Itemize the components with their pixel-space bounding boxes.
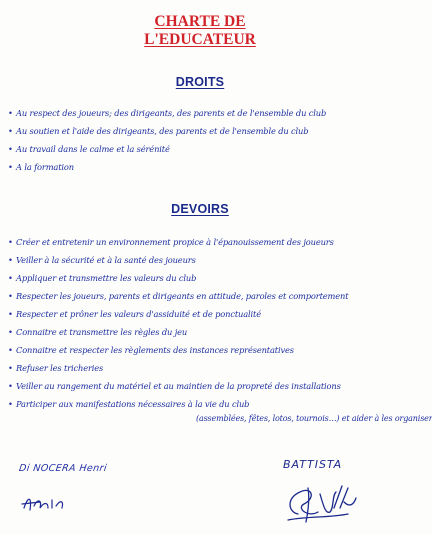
bullet-icon: •	[8, 126, 13, 136]
list-item	[8, 162, 74, 172]
droits-heading: DROITS	[175, 75, 225, 89]
devoir-text: Respecter les joueurs, parents et dirigeants en attitude, paroles et comportement	[16, 291, 349, 301]
devoir-text: Participer aux manifestations nécessaires à la vie du club	[16, 399, 250, 409]
bullet-icon: •	[8, 381, 13, 391]
list-item	[8, 237, 334, 247]
bullet-icon: •	[8, 273, 13, 283]
bullet-icon: •	[8, 363, 13, 373]
signature-right-scribble	[278, 478, 368, 526]
bullet-icon: •	[8, 162, 13, 172]
bullet-icon: •	[8, 108, 13, 118]
signatory-left-name: Di NOCERA Henri	[18, 463, 108, 474]
droit-text: Au respect des joueurs; des dirigeants, des parents et de l'ensemble du club	[16, 108, 327, 118]
list-item	[8, 381, 341, 391]
list-item	[8, 255, 196, 265]
list-item	[8, 126, 308, 136]
list-item	[8, 291, 348, 301]
bullet-icon: •	[8, 327, 13, 337]
bullet-icon: •	[8, 144, 13, 154]
title-line-1: CHARTE DE	[154, 13, 246, 30]
bullet-icon: •	[8, 399, 13, 409]
devoir-text: Créer et entretenir un environnement propice à l'épanouissement des joueurs	[16, 237, 334, 247]
devoir-text: Veiller au rangement du matériel et au maintien de la propreté des installations	[16, 381, 341, 391]
devoir-text: Connaitre et respecter les règlements des instances représentatives	[16, 345, 294, 355]
devoirs-heading: DEVOIRS	[171, 202, 229, 216]
devoir-continuation: (assemblées, fêtes, lotos, tournois…) et aider à les organiser	[196, 414, 432, 423]
signature-left-scribble	[18, 488, 98, 518]
bullet-icon: •	[8, 309, 13, 319]
devoir-text: Appliquer et transmettre les valeurs du club	[16, 273, 197, 283]
list-item	[8, 309, 261, 319]
list-item	[8, 399, 249, 409]
droit-text: Au soutien et l'aide des dirigeants, des parents et de l'ensemble du club	[16, 126, 309, 136]
bullet-icon: •	[8, 291, 13, 301]
list-item	[8, 327, 187, 337]
devoir-text: Veiller à la sécurité et à la santé des joueurs	[16, 255, 196, 265]
devoir-text: Respecter et prôner les valeurs d'assiduité et de ponctualité	[16, 309, 261, 319]
droit-text: Au travail dans le calme et la sérénité	[16, 144, 170, 154]
list-item	[8, 345, 294, 355]
list-item	[8, 108, 326, 118]
devoir-text: Connaitre et transmettre les règles du jeu	[16, 327, 188, 337]
droit-text: A la formation	[16, 162, 74, 172]
signatory-right-name: BATTISTA	[283, 458, 343, 471]
list-item	[8, 273, 196, 283]
list-item	[8, 144, 170, 154]
bullet-icon: •	[8, 255, 13, 265]
devoir-text: Refuser les tricheries	[16, 363, 104, 373]
bullet-icon: •	[8, 345, 13, 355]
title-line-2: L'EDUCATEUR	[144, 31, 256, 48]
bullet-icon: •	[8, 237, 13, 247]
list-item	[8, 363, 103, 373]
